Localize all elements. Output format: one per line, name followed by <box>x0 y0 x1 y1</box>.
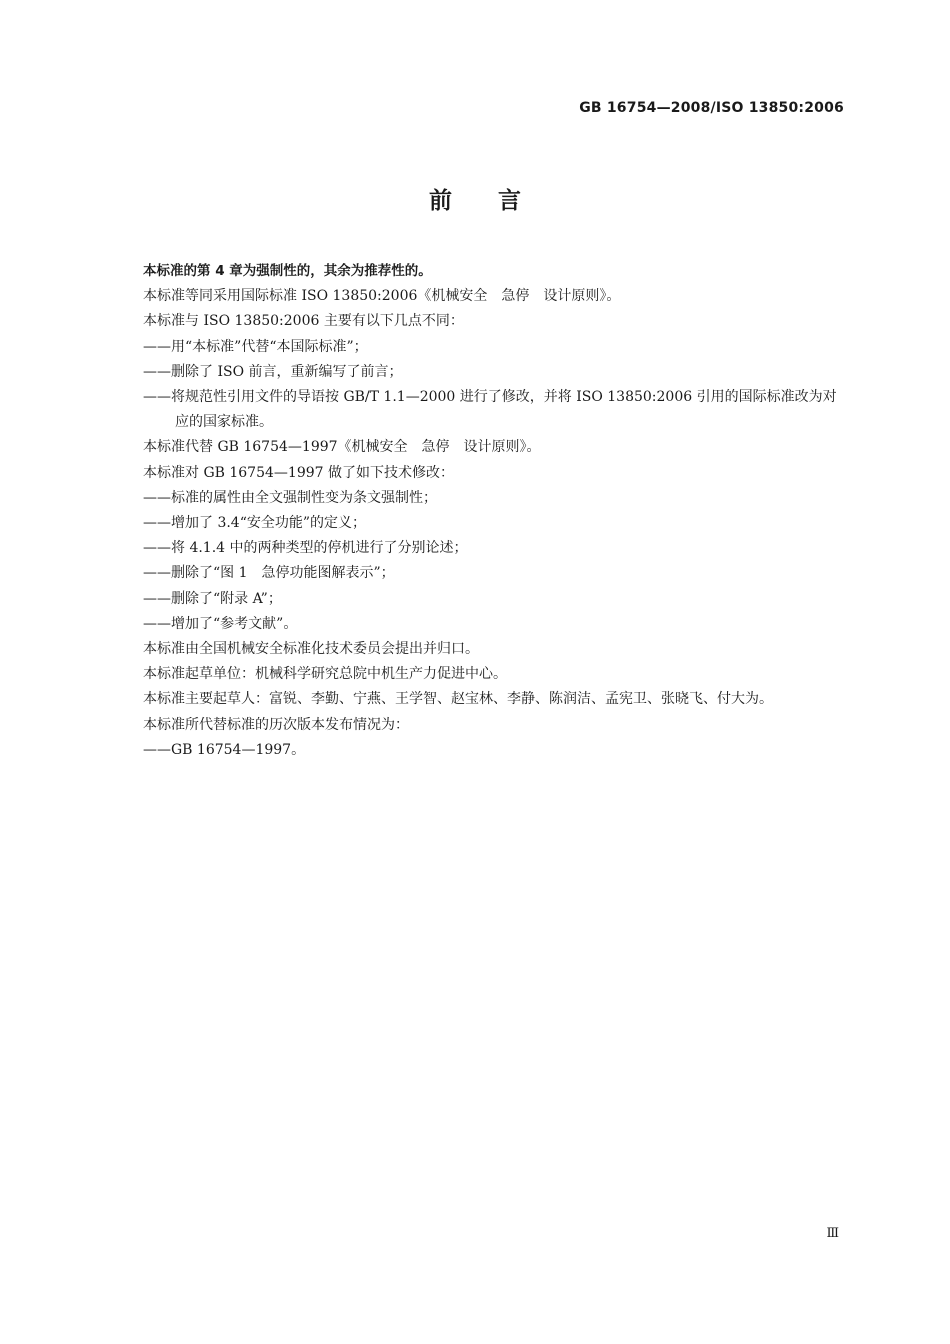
standard-number: GB 16754—2008/ISO 13850:2006 <box>579 100 844 116</box>
foreword-body <box>143 259 848 763</box>
paragraph: 本标准主要起草人：富锐、李勤、宁燕、王学智、赵宝林、李静、陈润洁、孟宪卫、张晓飞、付大为。 <box>143 691 773 708</box>
list-item: ——删除了“附录 A”； <box>143 590 282 607</box>
list-item: ——GB 16754—1997。 <box>143 741 306 758</box>
paragraph: 本标准所代替标准的历次版本发布情况为： <box>143 716 409 733</box>
list-item: ——将 4.1.4 中的两种类型的停机进行了分别论述； <box>143 540 468 557</box>
page-number: Ⅲ <box>826 1226 838 1241</box>
paragraph: 本标准对 GB 16754—1997 做了如下技术修改： <box>143 464 454 481</box>
paragraph: 本标准与 ISO 13850:2006 主要有以下几点不同： <box>143 313 464 330</box>
paragraph: 本标准代替 GB 16754—1997《机械安全 急停 设计原则》。 <box>143 439 541 456</box>
list-item: ——增加了“参考文献”。 <box>143 615 298 632</box>
mandatory-statement: 本标准的第 4 章为强制性的，其余为推荐性的。 <box>143 263 432 279</box>
page-title: 前言 <box>429 188 567 214</box>
list-item: ——删除了 ISO 前言，重新编写了前言； <box>143 363 403 380</box>
paragraph: 本标准由全国机械安全标准化技术委员会提出并归口。 <box>143 641 479 658</box>
list-item: ——用“本标准”代替“本国际标准”； <box>143 338 368 355</box>
paragraph: 本标准起草单位：机械科学研究总院中机生产力促进中心。 <box>143 666 507 683</box>
list-item: ——标准的属性由全文强制性变为条文强制性； <box>143 489 437 506</box>
list-item: ——增加了 3.4“安全功能”的定义； <box>143 515 367 532</box>
list-item: ——删除了“图 1 急停功能图解表示”； <box>143 565 395 582</box>
paragraph: 本标准等同采用国际标准 ISO 13850:2006《机械安全 急停 设计原则》。 <box>143 288 621 305</box>
list-item: ——将规范性引用文件的导语按 GB/T 1.1—2000 进行了修改，并将 ISO 13850:2006 引用的国际标准改为对应的国家标准。 <box>143 389 837 431</box>
